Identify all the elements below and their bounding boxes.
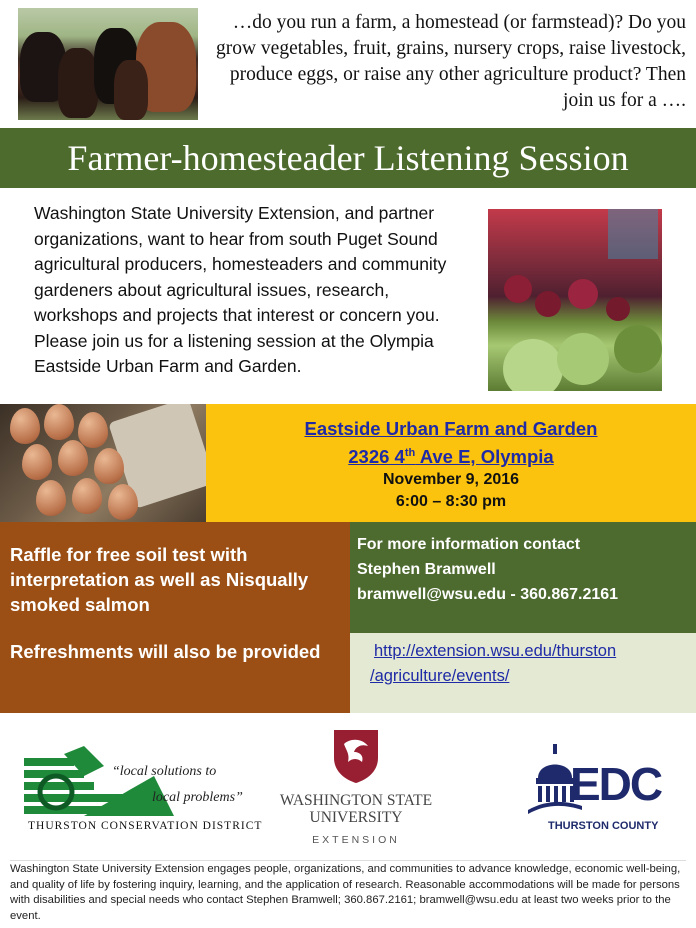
intro-question: …do you run a farm, a homestead (or farmstead)? Do you grow vegetables, fruit, grains, nursery crops, raise livestock, produce eggs, or raise any other agriculture product? Then join us for a …. (215, 12, 686, 111)
url-panel (350, 633, 696, 713)
eggs-photo (0, 404, 206, 522)
address-street: Ave E, Olympia (415, 446, 554, 468)
footer-disclaimer: Washington State University Extension engages people, organizations, and communities to advance knowledge, economic well-being, and quality of life by fostering inquiry, learning, and the application of research. Reasonable accommodations will be made for persons with disabilities and special needs who contact Stephen Bramwell; 360.867.2161; bramwell@wsu.edu at least two weeks prior to the event. (10, 860, 686, 924)
refreshments-text: Refreshments will also be provided (10, 641, 321, 662)
tcd-quote-line1: “local solutions to (112, 764, 217, 779)
event-time: 6:00 – 8:30 pm (395, 493, 507, 511)
vegetables-photo (488, 209, 662, 391)
tcd-quote-line2: local problems” (152, 790, 243, 805)
address-ordinal: th (404, 447, 416, 459)
event-details (206, 404, 696, 522)
raffle-text: Raffle for free soil test with interpretation as well as Nisqually smoked salmon (10, 544, 309, 615)
events-url-line2: /agriculture/events/ (370, 667, 510, 685)
wsu-line1: WASHINGTON STATE (279, 792, 433, 809)
events-url-link[interactable] (370, 639, 696, 689)
wsu-shield-icon (332, 728, 380, 784)
contact-panel (350, 522, 696, 633)
contact-name: Stephen Bramwell (357, 561, 496, 578)
venue-link[interactable]: Eastside Urban Farm and Garden (304, 418, 598, 439)
vegetables-illustration (488, 209, 662, 391)
raffle-panel (0, 522, 350, 713)
contact-heading: For more information contact (357, 536, 581, 553)
edc-thurston-county-logo (524, 744, 684, 840)
address-link[interactable] (206, 441, 696, 469)
edc-county: THURSTON COUNTY (548, 820, 659, 832)
address-number: 2326 4 (348, 446, 405, 468)
wsu-line3: EXTENSION (312, 834, 400, 846)
edc-letters: EDC (570, 758, 662, 810)
description-paragraph: Washington State University Extension, and partner organizations, want to hear from south Puget Sound agricultural producers, homesteaders and community gardeners about agricultural issues, research, workshops and projects that interest or concern you. Please join us for a listening session at the Olympia Eastside Urban Farm and Garden. (34, 203, 447, 376)
wsu-line2: UNIVERSITY (309, 809, 403, 826)
wsu-extension-logo (268, 728, 444, 852)
event-date: November 9, 2016 (382, 471, 520, 489)
page-title (0, 128, 696, 188)
tcd-name: THURSTON CONSERVATION DISTRICT (28, 820, 263, 832)
cows-photo (18, 8, 198, 120)
thurston-conservation-district-logo (24, 746, 263, 838)
page-title-text: Farmer-homesteader Listening Session (67, 138, 629, 178)
events-url-line1: http://extension.wsu.edu/thurston (374, 642, 617, 660)
contact-email-phone: bramwell@wsu.edu - 360.867.2161 (357, 586, 619, 603)
